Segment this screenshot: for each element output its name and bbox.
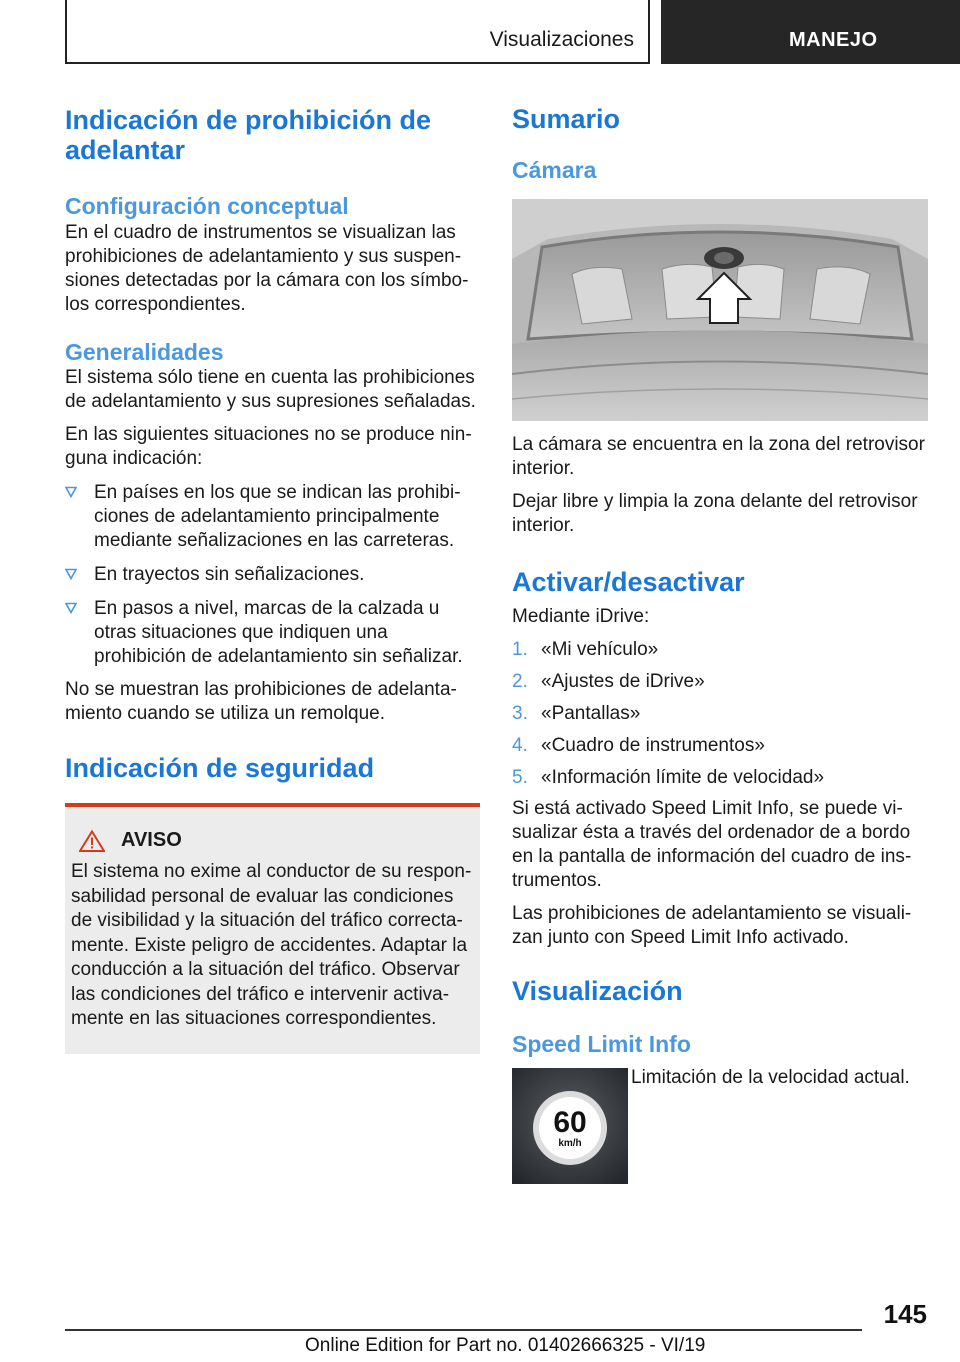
step-text: «Mi vehículo» [541, 639, 659, 660]
section-heading-overtaking: Indicación de prohibición de adelantar [65, 105, 432, 165]
page-number: 145 [883, 1299, 927, 1329]
step-text: «Cuadro de instrumentos» [541, 735, 765, 756]
warning-title [79, 829, 474, 852]
step-number: 4. [512, 735, 528, 756]
general-text-2: En las siguientes situaciones no se produce ninguna indicación: [65, 424, 472, 469]
hand-pointer-icon [0, 0, 26, 30]
list-item [512, 638, 932, 662]
step-text: «Información límite de velocidad» [541, 767, 825, 788]
idrive-steps-list [512, 638, 932, 790]
footer-edition: Online Edition for Part no. 01402666325 - VI/19 [305, 1335, 706, 1356]
footer-divider [65, 1329, 862, 1331]
step-text: «Ajustes de iDrive» [541, 671, 705, 692]
concept-text: En el cuadro de instrumentos se visualizan las prohibiciones de adelantamiento y sus suspensiones detectadas por la cámara con los símbolos correspondientes. [65, 222, 469, 315]
bullet-text: En países en los que se indican las prohibiciones de adelantamiento principalmente mediante señalizaciones en las carreteras. [94, 482, 461, 551]
step-number: 3. [512, 703, 528, 724]
triangle-bullet-icon [65, 486, 77, 498]
heading-concept: Configuración conceptual [65, 193, 349, 219]
heading-camera: Cámara [512, 157, 597, 183]
list-item [65, 563, 480, 587]
list-item [512, 670, 932, 694]
list-item [512, 702, 932, 726]
section-title: Visualizaciones [489, 28, 634, 51]
list-item [65, 481, 480, 553]
bullet-text: En pasos a nivel, marcas de la calzada u otras situaciones que indiquen una prohibición de adelantamiento sin señalizar. [94, 598, 463, 667]
situations-list [65, 481, 480, 669]
trailer-note: No se muestran las prohibiciones de adelantamiento cuando se utiliza un remolque. [65, 679, 457, 724]
chapter-tab [661, 0, 960, 64]
general-text-1: El sistema sólo tiene en cuenta las prohibiciones de adelantamiento y sus supresiones señaladas. [65, 367, 476, 412]
activate-text-1: Si está activado Speed Limit Info, se puede visualizar ésta a través del ordenador de a bordo en la pantalla de información del cuadro de instrumentos. [512, 798, 912, 891]
list-item [512, 734, 932, 758]
warning-label: AVISO [121, 829, 182, 851]
triangle-bullet-icon [65, 602, 77, 614]
speed-limit-text: Limitación de la velocidad actual. [631, 1067, 910, 1088]
step-text: «Pantallas» [541, 703, 641, 724]
warning-text: El sistema no exime al conductor de su responsabilidad personal de evaluar las condiciones de visibilidad y la situación del tráfico correctamente. Existe peligro de accidentes. Adaptar la conducción a la situación del tráfico. Observar las condiciones del tráfico e intervenir activamente en las situaciones correspondientes. [71, 861, 472, 1029]
speed-sign-unit: km/h [558, 1138, 582, 1149]
page-header [0, 0, 960, 66]
warning-triangle-icon [79, 830, 105, 852]
heading-speed-limit-info: Speed Limit Info [512, 1031, 691, 1057]
heading-general: Generalidades [65, 339, 224, 365]
section-heading-summary: Sumario [512, 104, 621, 134]
section-heading-display: Visualización [512, 976, 683, 1006]
section-heading-activate: Activar/desactivar [512, 567, 745, 597]
speed-limit-sign-image [512, 1068, 628, 1184]
warning-box [65, 803, 480, 1054]
camera-location-image [512, 199, 928, 421]
chapter-title: MANEJO [789, 29, 878, 51]
list-item [512, 766, 932, 790]
activate-text-2: Las prohibiciones de adelantamiento se visualizan junto con Speed Limit Info activado. [512, 903, 912, 948]
section-tab [65, 0, 650, 64]
speed-sign-value: 60 [553, 1106, 587, 1139]
left-column [65, 100, 480, 1054]
camera-text-2: Dejar libre y limpia la zona delante del retrovisor interior. [512, 491, 918, 536]
section-heading-safety: Indicación de seguridad [65, 753, 375, 783]
list-item [65, 597, 480, 669]
bullet-text: En trayectos sin señalizaciones. [94, 564, 365, 585]
step-number: 2. [512, 671, 528, 692]
right-column [512, 100, 932, 1186]
triangle-bullet-icon [65, 568, 77, 580]
camera-text-1: La cámara se encuentra en la zona del retrovisor interior. [512, 434, 925, 479]
step-number: 5. [512, 767, 528, 788]
activate-intro: Mediante iDrive: [512, 606, 650, 627]
step-number: 1. [512, 639, 528, 660]
speed-limit-row [512, 1066, 932, 1186]
